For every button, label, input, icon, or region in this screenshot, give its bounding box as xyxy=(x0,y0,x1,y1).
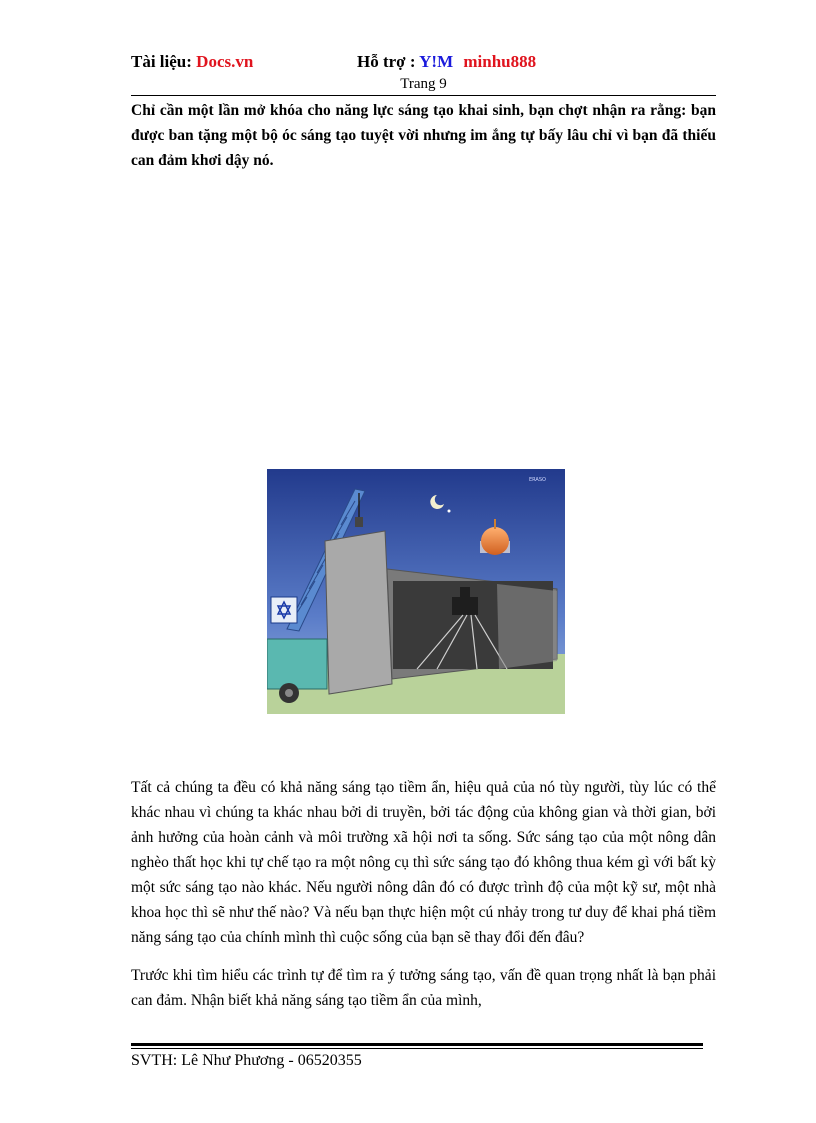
dome-spire xyxy=(494,519,496,529)
wall-panel-right xyxy=(497,584,557,669)
body-paragraph-1 xyxy=(131,775,716,950)
truck-wheel-hub xyxy=(285,689,293,697)
page-number: Trang 9 xyxy=(400,76,447,92)
body-paragraph-1-text: Tất cả chúng ta đều có khả năng sáng tạo tiềm ẩn, hiệu quả của nó tùy người, tùy lúc có thể khác nhau vì chúng ta khác nhau bởi di truyền, bởi tác động của không gian và thời gian, bởi ảnh hưởng của hoàn cảnh và môi trường xã hội nơi ta sống. Sức sáng tạo của một nông dân nghèo thất học khi tự chế tạo ra một nông cụ thì sức sáng tạo đó không thua kém gì với bất kỳ một sức sáng tạo nào khác. Nếu người nông dân đó có được trình độ của một kỹ sư, một nhà khoa học thì sẽ như thế nào? Và nếu bạn thực hiện một cú nhảy trong tư duy để khai phá tiềm năng sáng tạo của chính mình thì cuộc sống của bạn sẽ thay đổi đến đâu? xyxy=(131,779,716,946)
footer-author: SVTH: Lê Như Phương - 06520355 xyxy=(131,1052,362,1069)
crane-hook-block xyxy=(355,517,363,527)
star-icon xyxy=(448,510,451,513)
body-paragraph-2-text: Trước khi tìm hiểu các trình tự để tìm ra ý tưởng sáng tạo, vấn đề quan trọng nhất là bạn phải can đảm. Nhận biết khả năng sáng tạo tiềm ẩn của mình, xyxy=(131,967,716,1009)
body-paragraph-2 xyxy=(131,963,716,1013)
header-rule xyxy=(131,95,716,96)
gate-building xyxy=(452,597,478,615)
dome-icon xyxy=(481,527,509,555)
page-header xyxy=(131,52,716,92)
intro-paragraph: Chỉ cần một lần mở khóa cho năng lực sáng tạo khai sinh, bạn chợt nhận ra rằng: bạn được ban tặng một bộ óc sáng tạo tuyệt vời nhưng im ắng tự bấy lâu chỉ vì bạn đã thiếu can đảm khơi dậy nó. xyxy=(131,102,716,169)
source-label xyxy=(131,52,253,72)
support-ym: Y!M xyxy=(419,52,454,71)
support-id: minhu888 xyxy=(463,52,537,71)
wall-panel-left xyxy=(325,531,392,694)
footer-rule xyxy=(131,1043,703,1046)
support-label xyxy=(357,52,536,72)
support-label-text: Hỗ trợ : xyxy=(357,52,416,71)
gate-tower xyxy=(460,587,470,599)
truck-cab xyxy=(267,639,327,689)
cartoon-illustration xyxy=(267,469,565,714)
source-site-link[interactable]: Docs.vn xyxy=(196,52,254,71)
watermark-text: ERASO xyxy=(529,477,546,483)
footer-rule-thin xyxy=(131,1048,703,1049)
source-label-text: Tài liệu: xyxy=(131,52,192,71)
